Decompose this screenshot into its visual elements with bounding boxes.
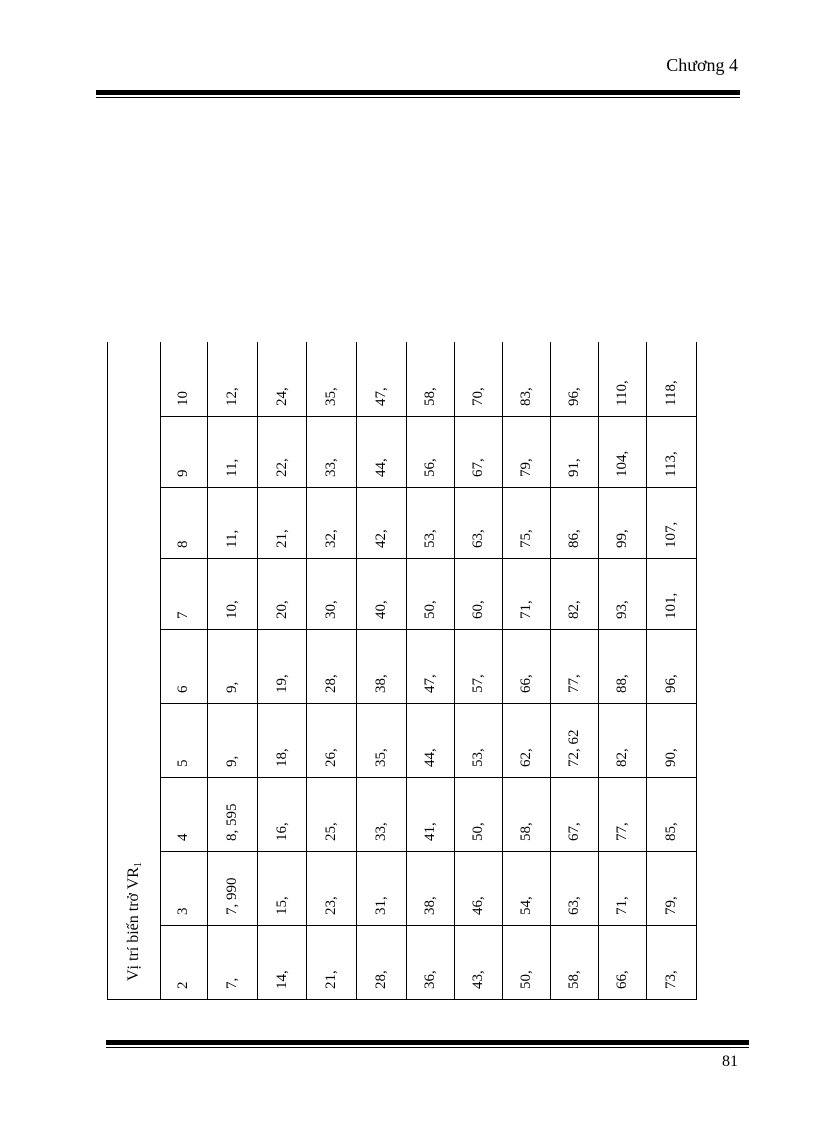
chapter-heading: Chương 4 [666, 55, 738, 75]
table-cell: 50, [455, 778, 503, 852]
table-cell: 41, [406, 778, 455, 852]
table-cell: 7, [208, 926, 258, 1000]
column-header: 5 [160, 704, 208, 778]
table-cell: 16, [257, 778, 307, 852]
table-cell: 50, [502, 926, 551, 1000]
header-rule-thin [96, 97, 740, 98]
table-cell: 21, [257, 488, 307, 559]
table-cell: 83, [502, 342, 551, 417]
table-cell: 38, [406, 852, 455, 926]
table-row [406, 342, 455, 1000]
table-row [356, 342, 406, 1000]
column-header: 6 [160, 630, 208, 704]
table-cell: 32, [307, 488, 357, 559]
table-cell: 91, [551, 417, 599, 488]
table-row [307, 342, 357, 1000]
table-cell: 93, [598, 559, 647, 630]
data-table [107, 342, 697, 1000]
table-cell: 38, [356, 630, 406, 704]
table-cell: 18, [257, 704, 307, 778]
table-cell: 36, [406, 926, 455, 1000]
table-row [455, 342, 503, 1000]
table-cell: 75, [502, 488, 551, 559]
table-cell: 56, [406, 417, 455, 488]
table-cell: 73, [647, 926, 697, 1000]
table-cell: 26, [307, 704, 357, 778]
table-cell: 50, [406, 559, 455, 630]
footer-rule-thick [106, 1040, 749, 1045]
table-cell: 96, [551, 342, 599, 417]
table-cell: 63, [455, 488, 503, 559]
table-cell: 57, [455, 630, 503, 704]
column-header: 2 [160, 926, 208, 1000]
table-row [208, 342, 258, 1000]
table-cell: 44, [406, 704, 455, 778]
table-cell: 47, [356, 342, 406, 417]
table-cell: 19, [257, 630, 307, 704]
table-cell: 12, [208, 342, 258, 417]
table-cell: 9, [208, 704, 258, 778]
table-cell: 21, [307, 926, 357, 1000]
table-cell: 88, [598, 630, 647, 704]
column-header: 3 [160, 852, 208, 926]
table-cell: 54, [502, 852, 551, 926]
table-cell: 8, 595 [208, 778, 258, 852]
table-cell: 62, [502, 704, 551, 778]
table-cell: 67, [455, 417, 503, 488]
table-cell: 104, [598, 417, 647, 488]
column-header: 10 [160, 342, 208, 417]
table-row [551, 342, 599, 1000]
table-cell: 46, [455, 852, 503, 926]
table-cell: 47, [406, 630, 455, 704]
table-cell: 31, [356, 852, 406, 926]
table-title-cell [108, 342, 161, 1000]
table-cell: 72, 62 [551, 704, 599, 778]
table-cell: 7, 990 [208, 852, 258, 926]
header-rule-thick [96, 90, 740, 95]
table-cell: 101, [647, 559, 697, 630]
table-cell: 77, [551, 630, 599, 704]
table-cell: 9, [208, 630, 258, 704]
table-cell: 70, [455, 342, 503, 417]
table-cell: 58, [551, 926, 599, 1000]
table-title-row [108, 342, 161, 1000]
table-cell: 11, [208, 417, 258, 488]
table-cell: 43, [455, 926, 503, 1000]
table-cell: 40, [356, 559, 406, 630]
column-header: 7 [160, 559, 208, 630]
table-cell: 71, [502, 559, 551, 630]
table-cell: 53, [455, 704, 503, 778]
table-cell: 66, [502, 630, 551, 704]
table-cell: 110, [598, 342, 647, 417]
table-cell: 14, [257, 926, 307, 1000]
table-cell: 25, [307, 778, 357, 852]
table-cell: 66, [598, 926, 647, 1000]
table-cell: 35, [356, 704, 406, 778]
table-cell: 79, [647, 852, 697, 926]
column-header: 8 [160, 488, 208, 559]
table-cell: 107, [647, 488, 697, 559]
data-table-container [107, 342, 697, 1000]
table-cell: 15, [257, 852, 307, 926]
table-body [108, 342, 697, 1000]
table-cell: 33, [356, 778, 406, 852]
table-cell: 42, [356, 488, 406, 559]
table-cell: 60, [455, 559, 503, 630]
table-cell: 44, [356, 417, 406, 488]
table-cell: 118, [647, 342, 697, 417]
table-cell: 82, [551, 559, 599, 630]
table-cell: 86, [551, 488, 599, 559]
table-cell: 63, [551, 852, 599, 926]
table-cell: 113, [647, 417, 697, 488]
table-cell: 28, [307, 630, 357, 704]
table-cell: 90, [647, 704, 697, 778]
table-title-subscript: 1 [132, 862, 144, 868]
table-cell: 23, [307, 852, 357, 926]
table-cell: 67, [551, 778, 599, 852]
table-row [598, 342, 647, 1000]
table-cell: 96, [647, 630, 697, 704]
table-cell: 77, [598, 778, 647, 852]
page-number: 81 [722, 1053, 738, 1070]
footer-rule-thin [106, 1047, 749, 1048]
table-cell: 58, [406, 342, 455, 417]
table-cell: 24, [257, 342, 307, 417]
table-cell: 20, [257, 559, 307, 630]
table-cell: 22, [257, 417, 307, 488]
table-row [647, 342, 697, 1000]
table-cell: 10, [208, 559, 258, 630]
table-cell: 79, [502, 417, 551, 488]
table-cell: 85, [647, 778, 697, 852]
table-cell: 28, [356, 926, 406, 1000]
table-header-row [160, 342, 208, 1000]
table-cell: 53, [406, 488, 455, 559]
table-row [502, 342, 551, 1000]
table-cell: 33, [307, 417, 357, 488]
column-header: 9 [160, 417, 208, 488]
table-cell: 58, [502, 778, 551, 852]
table-cell: 11, [208, 488, 258, 559]
table-cell: 30, [307, 559, 357, 630]
table-cell: 99, [598, 488, 647, 559]
table-cell: 71, [598, 852, 647, 926]
table-row [257, 342, 307, 1000]
table-cell: 35, [307, 342, 357, 417]
table-title: Vị trí biến trở VR [124, 867, 142, 981]
column-header: 4 [160, 778, 208, 852]
table-cell: 82, [598, 704, 647, 778]
